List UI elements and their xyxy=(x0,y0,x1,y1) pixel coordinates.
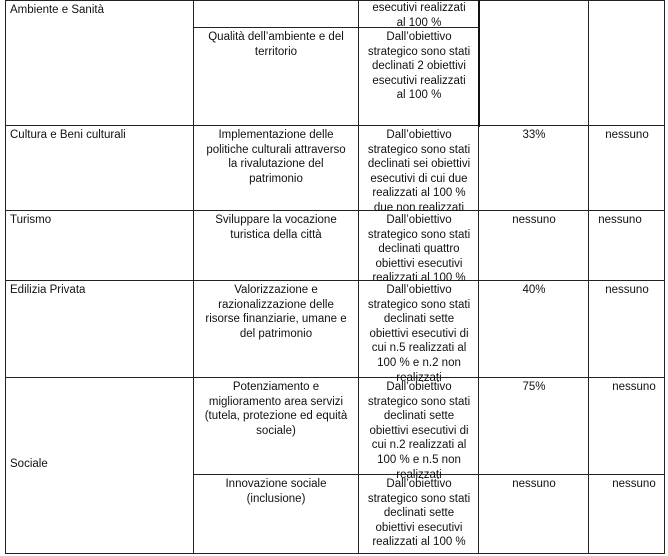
objective-text: Valorizzazione e razionalizzazione delle risorse finanziarie, umane e del patrimonio xyxy=(205,284,347,340)
percentage-text: 40% xyxy=(522,284,546,296)
objective-text: Potenziamento e miglioramento area servizi (tutela, protezione ed equità sociale) xyxy=(204,381,348,437)
notes-text: nessuno xyxy=(605,284,649,296)
column-divider xyxy=(358,0,359,554)
result-text: Dall’obiettivo strategico sono stati declinati quattro obiettivi esecutivi realizzati al 100 % xyxy=(367,214,471,285)
column-divider xyxy=(193,0,194,554)
notes-text: nessuno xyxy=(598,214,642,226)
area-label: Turismo xyxy=(10,214,52,226)
column-divider xyxy=(588,0,589,554)
area-label: Ambiente e Sanità xyxy=(10,4,104,16)
row-divider xyxy=(5,553,664,554)
row-divider xyxy=(5,377,664,378)
column-divider xyxy=(478,126,479,554)
percentage-text: nessuno xyxy=(512,214,556,226)
notes-text: nessuno xyxy=(612,381,656,393)
objective-text: Innovazione sociale (inclusione) xyxy=(225,478,327,505)
result-text: Dall’obiettivo strategico sono stati declinati sette obiettivi esecutivi di cui n.5 realizzati al 100 % e n.2 non realizzati xyxy=(367,284,471,384)
row-divider xyxy=(5,0,664,1)
percentage-text: 33% xyxy=(522,129,546,141)
notes-text: nessuno xyxy=(612,478,656,490)
area-label: Sociale xyxy=(10,458,48,470)
result-text: esecutivi realizzati al 100 % xyxy=(372,2,466,29)
result-text: Dall’obiettivo strategico sono stati declinati 2 obiettivi esecutivi realizzati al 100 % xyxy=(367,31,471,102)
result-text: Dall’obiettivo strategico sono stati declinati sette obiettivi esecutivi realizzati al 100 % xyxy=(367,478,471,549)
row-divider xyxy=(5,280,664,281)
result-text: Dall’obiettivo strategico sono stati declinati sette obiettivi esecutivi di cui n.2 realizzati al 100 % e n.5 non realizzati xyxy=(367,381,471,481)
area-label: Cultura e Beni culturali xyxy=(10,129,126,141)
objective-text: Qualità dell’ambiente e del territorio xyxy=(208,31,344,58)
row-divider xyxy=(5,125,664,126)
notes-text: nessuno xyxy=(605,129,649,141)
result-text: Dall’obiettivo strategico sono stati declinati sei obiettivi esecutivi di cui due realizzati al 100 % due non realizzati xyxy=(367,129,471,214)
column-divider xyxy=(664,0,665,554)
objective-text: Sviluppare la vocazione turistica della città xyxy=(215,214,337,241)
percentage-text: 75% xyxy=(522,381,546,393)
objective-text: Implementazione delle politiche culturali attraverso la rivalutazione del patrimonio xyxy=(206,129,346,185)
column-divider xyxy=(5,0,6,554)
percentage-text: nessuno xyxy=(512,478,556,490)
area-label: Edilizia Privata xyxy=(10,284,86,296)
column-divider xyxy=(478,0,480,127)
row-divider xyxy=(5,210,664,211)
